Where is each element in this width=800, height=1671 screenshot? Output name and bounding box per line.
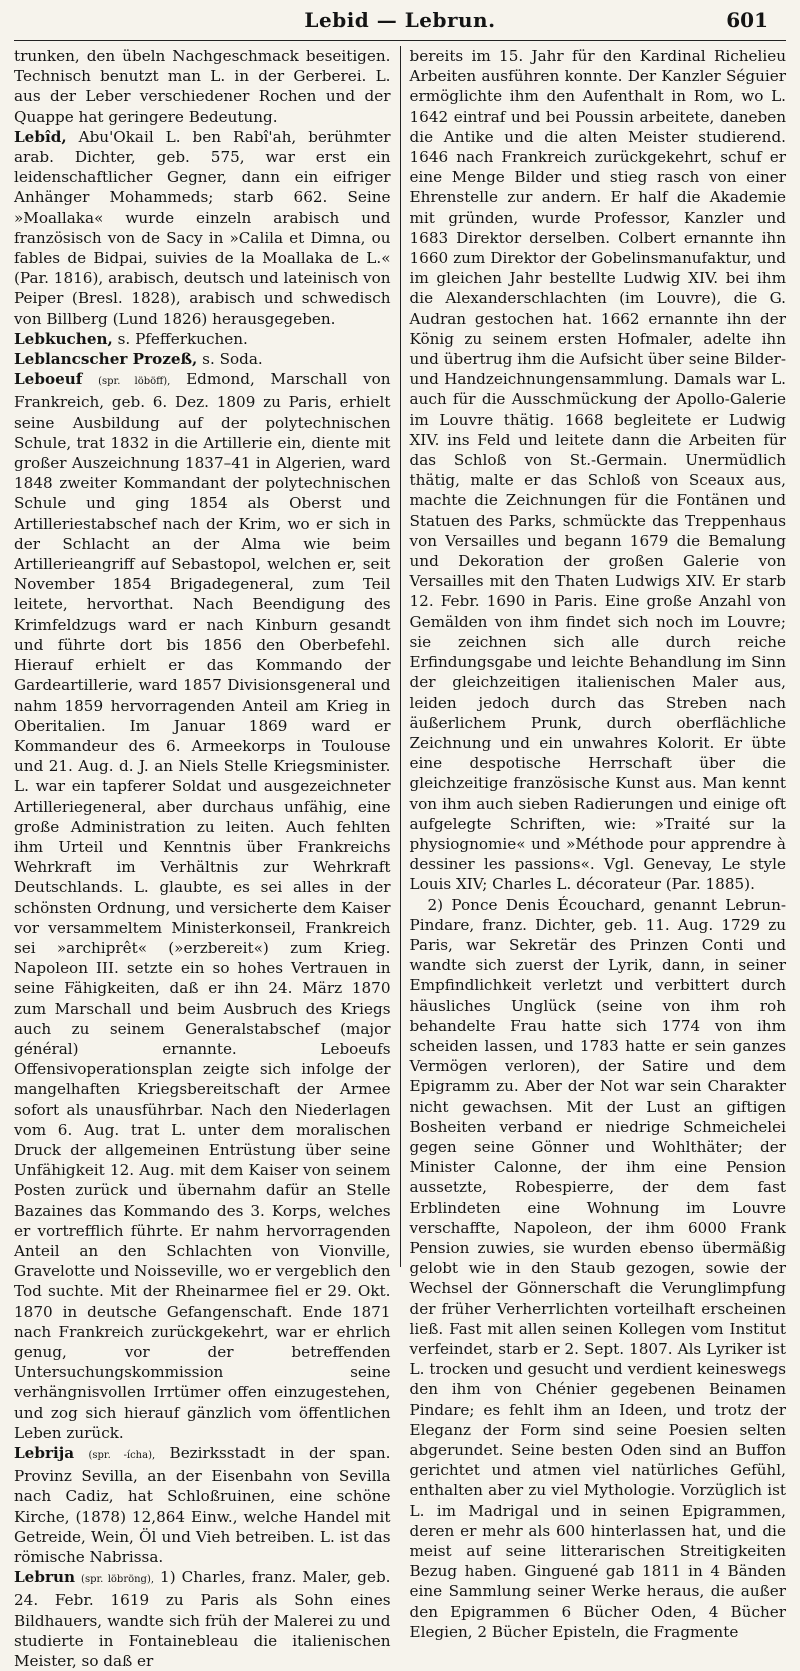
- entry-lebrun-pindare: [410, 895, 787, 1643]
- entry-paragraph: [410, 46, 787, 895]
- header-rule: [14, 40, 786, 41]
- entry-lebrija: [14, 1443, 391, 1567]
- page-header: [14, 0, 786, 36]
- entry-leblanc: [14, 349, 391, 369]
- entry-body: Bezirksstadt in der span. Provinz Sevilla, an der Eisenbahn von Sevilla nach Cadiz, hat Schloßruinen, eine schöne Kirche, (1878) 12,864 Einw., welche Handel mit Getreide, Wein, Öl und Vieh betreiben. L. ist das römische Nabrissa.: [14, 1444, 391, 1567]
- left-column: [14, 46, 400, 1671]
- entry-paragraph: [14, 46, 391, 127]
- entry-pronunciation: (spr. löbröng),: [81, 1574, 155, 1586]
- entry-headword: Lebkuchen,: [14, 329, 113, 348]
- entry-lebrun: [14, 1567, 391, 1671]
- entry-body: trunken, den übeln Nachgeschmack beseitigen. Technisch benutzt man L. in der Gerberei. L. aus der Leber verschiedener Rochen und der Quappe hat geringere Bedeutung.: [14, 47, 391, 126]
- right-column: [401, 46, 787, 1641]
- entry-headword: Lebrija: [14, 1444, 75, 1463]
- entry-lebid: [14, 127, 391, 329]
- entry-lebkuchen: [14, 329, 391, 349]
- entry-body: s. Pfefferkuchen.: [112, 329, 248, 348]
- entry-headword: Leboeuf: [14, 370, 83, 389]
- entry-body: s. Soda.: [197, 350, 263, 369]
- entry-pronunciation: (spr. löböff),: [98, 376, 171, 388]
- entry-body: 2) Ponce Denis Écouchard, genannt Lebrun-Pindare, franz. Dichter, geb. 11. Aug. 1729 zu Paris, war Sekretär des Prinzen Conti und wandte sich zuerst der Lyrik, dann, in seiner Empfindlichkeit verletzt und verbittert durch häusliches Unglück (seine von ihm roh behandelte Frau hatte sich 1774 von ihm scheiden lassen, und 1783 hatte er sein ganzes Vermögen verloren), der Satire und dem Epigramm zu. Aber der Not war sein Charakter nicht gewachsen. Mit der Lust an giftigen Bosheiten verband er niedrige Schmeichelei gegen seine Gönner und Wohlthäter; der Minister Calonne, der ihm eine Pension aussetzte, Robespierre, der dem fast Erblindeten eine Wohnung im Louvre verschaffte, Napoleon, der ihm 6000 Frank Pension zuwies, sie wurden ebenso übermäßig gelobt wie in den Staub gezogen, sowie der Wechsel der Gönnerschaft die Verunglimpfung der früher Verherrlichten vorteilhaft erscheinen ließ. Fast mit allen seinen Kollegen vom Institut verfeindet, starb er 2. Sept. 1807. Als Lyriker ist L. trocken und gesucht und verdient keineswegs den ihm von Chénier gegebenen Beinamen Pindare; es fehlt ihm an Ideen, und trotz der Eleganz der Form sind seine Poesien selten abgerundet. Seine besten Oden sind an Buffon gerichtet und atmen viel natürliches Gefühl, enthalten aber zu viel Mythologie. Vorzüglich ist L. im Madrigal und in seinen Epigrammen, deren er mehr als 600 hinterlassen hat, und die meist auf seine litterarischen Streitigkeiten Bezug haben. Ginguené gab 1811 in 4 Bänden eine Sammlung seiner Werke heraus, die außer den Epigrammen 6 Bücher Oden, 4 Bücher Elegien, 2 Bücher Episteln, die Fragmente: [409, 895, 786, 1641]
- entry-pronunciation: (spr. -ícha),: [88, 1450, 156, 1462]
- entry-headword: Leblancscher Prozeß,: [14, 350, 198, 369]
- text-columns: [14, 46, 786, 1671]
- entry-body: Edmond, Marschall von Frankreich, geb. 6. Dez. 1809 zu Paris, erhielt seine Ausbildung auf der polytechnischen Schule, trat 1832 in die Artillerie ein, diente mit großer Auszeichnung 1837–41 in Algerien, ward 1848 zweiter Kommandant der polytechnischen Schule und ging 1854 als Oberst und Artilleriestabschef nach der Krim, wo er sich in der Schlacht an der Alma wie beim Artillerieangriff auf Sebastopol, welchen er, seit November 1854 Brigadegeneral, zum Teil leitete, hervorthat. Nach Beendigung des Krimfeldzugs ward er nach Kinburn gesandt und führte dort bis 1856 den Oberbefehl. Hierauf erhielt er das Kommando der Gardeartillerie, ward 1857 Divisionsgeneral und nahm 1859 hervorragenden Anteil am Krieg in Oberitalien. Im Januar 1869 ward er Kommandeur des 6. Armeekorps in Toulouse und 21. Aug. d. J. an Niels Stelle Kriegsminister. L. war ein tapferer Soldat und ausgezeichneter Artilleriegeneral, aber durchaus unfähig, eine große Administration zu leiten. Auch fehlten ihm Urteil und Kenntnis über Frankreichs Wehrkraft im Verhältnis zur Wehrkraft Deutschlands. L. glaubte, es sei alles in der schönsten Ordnung, und versicherte dem Kaiser vor versammeltem Ministerkonseil, Frankreich sei »archiprêt« (»erzbereit«) zum Krieg. Napoleon III. setzte ein so hohes Vertrauen in seine Fähigkeiten, daß er ihn 24. März 1870 zum Marschall und beim Ausbruch des Kriegs auch zu seinem Generalstabschef (major général) ernannte. Leboeufs Offensivoperationsplan zeigte sich infolge der mangelhaften Kriegsbereitschaft der Armee sofort als unausführbar. Nach den Niederlagen vom 6. Aug. trat L. unter dem moralischen Druck der allgemeinen Entrüstung über seine Unfähigkeit 12. Aug. mit dem Kaiser von seinem Posten zurück und übernahm dafür an Stelle Bazaines das Kommando des 3. Korps, welches er vortrefflich führte. Er nahm hervorragenden Anteil an den Schlachten von Vionville, Gravelotte und Noisseville, wo er vergeblich den Tod suchte. Mit der Rheinarmee fiel er 29. Okt. 1870 in deutsche Gefangenschaft. Ende 1871 nach Frankreich zurückgekehrt, war er ehrlich genug, vor der betreffenden Untersuchungskommission seine verhängnisvollen Irrtümer offen einzugestehen, und zog sich hierauf gänzlich vom öffentlichen Leben zurück.: [14, 370, 391, 1442]
- entry-headword: Lebrun: [14, 1568, 76, 1587]
- entry-body: Abu'Okail L. ben Rabî'ah, berühmter arab. Dichter, geb. 575, war erst ein leidenschaftlicher Gegner, dann ein eifriger Anhänger Mohammeds; starb 662. Seine »Moallaka« wurde einzeln arabisch und französisch von de Sacy in »Calila et Dimna, ou fables de Bidpai, suivies de la Moallaka de L.« (Par. 1816), arabisch, deutsch und lateinisch von Peiper (Bresl. 1828), arabisch und schwedisch von Billberg (Lund 1826) herausgegeben.: [14, 127, 391, 328]
- entry-body: bereits im 15. Jahr für den Kardinal Richelieu Arbeiten ausführen konnte. Der Kanzler Séguier ermöglichte ihm den Aufenthalt in Rom, wo L. 1642 eintraf und bei Poussin arbeitete, daneben die Antike und die alten Meister studierend. 1646 nach Frankreich zurückgekehrt, schuf er eine Menge Bilder und stieg rasch von einer Ehrenstelle zur andern. Er half die Akademie mit gründen, wurde Professor, Kanzler und 1683 Direktor derselben. Colbert ernannte ihn 1660 zum Direktor der Gobelinsmanufaktur, und im gleichen Jahr bestellte Ludwig XIV. bei ihm die Alexanderschlachten (im Louvre), die G. Audran gestochen hat. 1662 ernannte ihn der König zu seinem ersten Hofmaler, adelte ihn und übertrug ihm die Aufsicht über seine Bilder- und Handzeichnungensammlung. Damals war L. auch für die Ausschmückung der Apollo-Galerie im Louvre thätig. 1668 begleitete er Ludwig XIV. ins Feld und leitete dann die Arbeiten für das Schloß von St.-Germain. Unermüdlich thätig, malte er das Schloß von Sceaux aus, machte die Zeichnungen für die Fontänen und Statuen des Parks, schmückte das Treppenhaus von Versailles und begann 1679 die Bemalung und Dekoration der großen Galerie von Versailles mit den Thaten Ludwigs XIV. Er starb 12. Febr. 1690 in Paris. Eine große Anzahl von Gemälden von ihm findet sich noch im Louvre; sie zeichnen sich alle durch reiche Erfindungsgabe und leichte Behandlung im Sinn der gleichzeitigen italienischen Maler aus, leiden jedoch durch das Streben nach äußerlichem Prunk, durch oberflächliche Zeichnung und ein unwahres Kolorit. Er übte eine despotische Herrschaft über die gleichzeitige französische Kunst aus. Man kennt von ihm auch sieben Radierungen und einige oft aufgelegte Schriften, wie: »Traité sur la physiognomie« und »Méthode pour apprendre à dessiner les passions«. Vgl. Genevay, Le style Louis XIV; Charles L. décorateur (Par. 1885).: [409, 47, 786, 894]
- entry-body: 1) Charles, franz. Maler, geb. 24. Febr. 1619 zu Paris als Sohn eines Bildhauers, wandte sich früh der Malerei zu und studierte in Fontainebleau die italienischen Meister, so daß er: [14, 1568, 391, 1671]
- entry-headword: Lebîd,: [14, 127, 67, 146]
- entry-leboeuf: [14, 369, 391, 1443]
- page-number: 601: [726, 8, 768, 32]
- running-head: Lebid — Lebrun.: [304, 8, 496, 32]
